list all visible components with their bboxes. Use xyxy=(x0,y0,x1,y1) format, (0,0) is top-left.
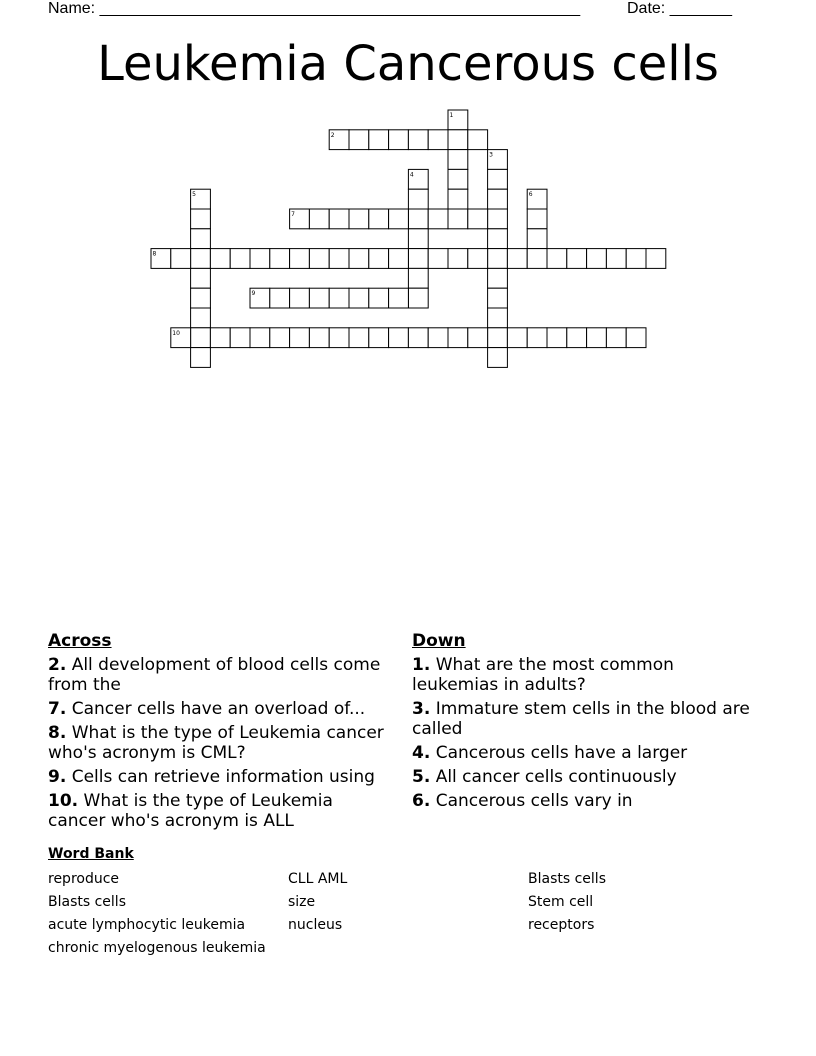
grid-cell[interactable] xyxy=(527,249,547,269)
grid-cell[interactable] xyxy=(270,288,290,308)
grid-cell[interactable] xyxy=(329,249,349,269)
grid-cell[interactable] xyxy=(210,249,230,269)
grid-cell[interactable] xyxy=(428,130,448,150)
grid-cell[interactable] xyxy=(507,328,527,348)
word-bank-item: Stem cell xyxy=(528,894,594,910)
grid-cell[interactable] xyxy=(389,249,409,269)
cell-number: 1 xyxy=(449,112,454,119)
down-clues xyxy=(412,631,752,815)
grid-cell[interactable] xyxy=(191,229,211,249)
grid-cell[interactable] xyxy=(349,130,369,150)
grid-cell[interactable] xyxy=(488,268,508,288)
grid-cell[interactable] xyxy=(448,189,468,209)
cell-number: 5 xyxy=(192,191,196,199)
cell-number: 7 xyxy=(291,211,295,218)
grid-cell[interactable] xyxy=(547,328,567,348)
grid-cell[interactable] xyxy=(408,328,428,348)
grid-cell[interactable] xyxy=(606,249,626,269)
word-bank-column-2 xyxy=(288,868,347,937)
grid-cell[interactable] xyxy=(210,328,230,348)
grid-cell[interactable] xyxy=(349,328,369,348)
grid-cell[interactable] xyxy=(448,209,468,229)
grid-cell[interactable] xyxy=(329,288,349,308)
grid-cell[interactable] xyxy=(191,209,211,229)
grid-cell[interactable] xyxy=(626,249,646,269)
grid-cell[interactable] xyxy=(389,130,409,150)
grid-cell[interactable] xyxy=(448,169,468,189)
grid-cell[interactable] xyxy=(191,249,211,269)
grid-cell[interactable] xyxy=(428,209,448,229)
grid-cell[interactable] xyxy=(309,209,329,229)
grid-cell[interactable] xyxy=(606,328,626,348)
grid-cell[interactable] xyxy=(468,328,488,348)
word-bank-item: size xyxy=(288,894,316,910)
down-heading: Down xyxy=(412,631,466,651)
grid-cell[interactable] xyxy=(250,328,270,348)
grid-cell[interactable] xyxy=(408,268,428,288)
grid-cell[interactable] xyxy=(448,130,468,150)
grid-cell[interactable] xyxy=(626,328,646,348)
grid-cell[interactable] xyxy=(191,328,211,348)
grid-cell[interactable] xyxy=(290,249,310,269)
grid-cell[interactable] xyxy=(488,209,508,229)
grid-cell[interactable] xyxy=(428,249,448,269)
grid-cell[interactable] xyxy=(488,189,508,209)
across-clue-9: 9. Cells can retrieve information using xyxy=(48,767,375,787)
word-bank-item: Blasts cells xyxy=(48,894,126,910)
word-bank-item: receptors xyxy=(528,917,595,933)
grid-cell[interactable] xyxy=(309,288,329,308)
grid-cell[interactable] xyxy=(547,249,567,269)
grid-cell[interactable] xyxy=(369,249,389,269)
grid-cell[interactable] xyxy=(309,249,329,269)
grid-cell[interactable] xyxy=(507,249,527,269)
grid-cell[interactable] xyxy=(369,328,389,348)
grid-cell[interactable] xyxy=(587,249,607,269)
grid-cell[interactable] xyxy=(230,249,250,269)
cell-number: 4 xyxy=(409,171,414,179)
grid-cell[interactable] xyxy=(290,288,310,308)
grid-cell[interactable] xyxy=(448,328,468,348)
word-bank-column-3 xyxy=(528,868,606,937)
grid-cell[interactable] xyxy=(171,249,191,269)
across-clue-7: 7. Cancer cells have an overload of... xyxy=(48,699,366,719)
grid-cell[interactable] xyxy=(468,209,488,229)
grid-cell[interactable] xyxy=(488,229,508,249)
down-clue-6: 6. Cancerous cells vary in xyxy=(412,791,633,811)
grid-cell[interactable] xyxy=(428,328,448,348)
word-bank-item: nucleus xyxy=(288,917,343,933)
puzzle-title: Leukemia Cancerous cells xyxy=(97,36,719,92)
down-clue-5: 5. All cancer cells continuously xyxy=(412,767,677,787)
grid-cell[interactable] xyxy=(191,348,211,368)
grid-cell[interactable] xyxy=(349,288,369,308)
grid-cell[interactable] xyxy=(408,288,428,308)
grid-cell[interactable] xyxy=(191,308,211,328)
grid-cell[interactable] xyxy=(290,328,310,348)
grid-cell[interactable] xyxy=(191,288,211,308)
grid-cell[interactable] xyxy=(567,249,587,269)
word-bank-column-1 xyxy=(48,868,266,960)
cell-number: 3 xyxy=(489,151,493,159)
grid-cell[interactable] xyxy=(329,328,349,348)
grid-cell[interactable] xyxy=(527,328,547,348)
grid-cell[interactable] xyxy=(191,268,211,288)
down-clue-1: 1. What are the most common leukemias in adults? xyxy=(412,655,674,695)
grid-cell[interactable] xyxy=(270,249,290,269)
grid-cell[interactable] xyxy=(369,130,389,150)
grid-cell[interactable] xyxy=(587,328,607,348)
grid-cell[interactable] xyxy=(369,288,389,308)
across-clue-8: 8. What is the type of Leukemia cancer who's acronym is CML? xyxy=(48,723,384,763)
grid-cell[interactable] xyxy=(329,209,349,229)
across-clues xyxy=(48,631,393,835)
grid-cell[interactable] xyxy=(448,150,468,170)
grid-cell[interactable] xyxy=(527,229,547,249)
across-clue-2: 2. All development of blood cells come from the xyxy=(48,655,381,695)
cell-number: 6 xyxy=(528,191,533,199)
word-bank-item: CLL AML xyxy=(288,871,348,887)
grid-cell[interactable] xyxy=(309,328,329,348)
down-clue-4: 4. Cancerous cells have a larger xyxy=(412,743,688,763)
grid-cell[interactable] xyxy=(270,328,290,348)
grid-cell[interactable] xyxy=(488,348,508,368)
grid-cell[interactable] xyxy=(408,130,428,150)
word-bank-title: Word Bank xyxy=(48,846,134,862)
grid-cell[interactable] xyxy=(389,209,409,229)
word-bank-item: chronic myelogenous leukemia xyxy=(48,940,266,956)
grid-cell[interactable] xyxy=(408,189,428,209)
date-field[interactable]: Date: _______ xyxy=(627,0,732,17)
grid-cell[interactable] xyxy=(488,249,508,269)
name-field[interactable]: Name: ______________________________________________________ xyxy=(48,0,581,17)
grid-cell[interactable] xyxy=(349,209,369,229)
cell-number: 8 xyxy=(152,250,157,258)
grid-cell[interactable] xyxy=(448,249,468,269)
grid-cell[interactable] xyxy=(488,288,508,308)
grid-cell[interactable] xyxy=(468,249,488,269)
grid-cell[interactable] xyxy=(389,328,409,348)
grid-cell[interactable] xyxy=(468,130,488,150)
grid-cell[interactable] xyxy=(389,288,409,308)
across-clue-10: 10. What is the type of Leukemia cancer who's acronym is ALL xyxy=(48,791,333,831)
grid-cell[interactable] xyxy=(488,328,508,348)
cell-number: 2 xyxy=(330,131,335,139)
cell-number: 10 xyxy=(172,329,180,337)
word-bank-item: acute lymphocytic leukemia xyxy=(48,917,246,933)
grid-cell[interactable] xyxy=(349,249,369,269)
grid-cell[interactable] xyxy=(488,308,508,328)
across-heading: Across xyxy=(48,631,112,651)
down-clue-3: 3. Immature stem cells in the blood are called xyxy=(412,699,750,739)
grid-cell[interactable] xyxy=(567,328,587,348)
word-bank-item: reproduce xyxy=(48,871,120,887)
grid-cell[interactable] xyxy=(230,328,250,348)
grid-cell[interactable] xyxy=(408,209,428,229)
word-bank-item: Blasts cells xyxy=(528,871,606,887)
cell-number: 9 xyxy=(251,290,256,298)
crossword-grid xyxy=(0,0,816,380)
grid-cell[interactable] xyxy=(408,249,428,269)
grid-cell[interactable] xyxy=(527,209,547,229)
grid-cell[interactable] xyxy=(369,209,389,229)
grid-cell[interactable] xyxy=(488,169,508,189)
grid-cell[interactable] xyxy=(408,229,428,249)
grid-cell[interactable] xyxy=(646,249,666,269)
grid-cell[interactable] xyxy=(250,249,270,269)
